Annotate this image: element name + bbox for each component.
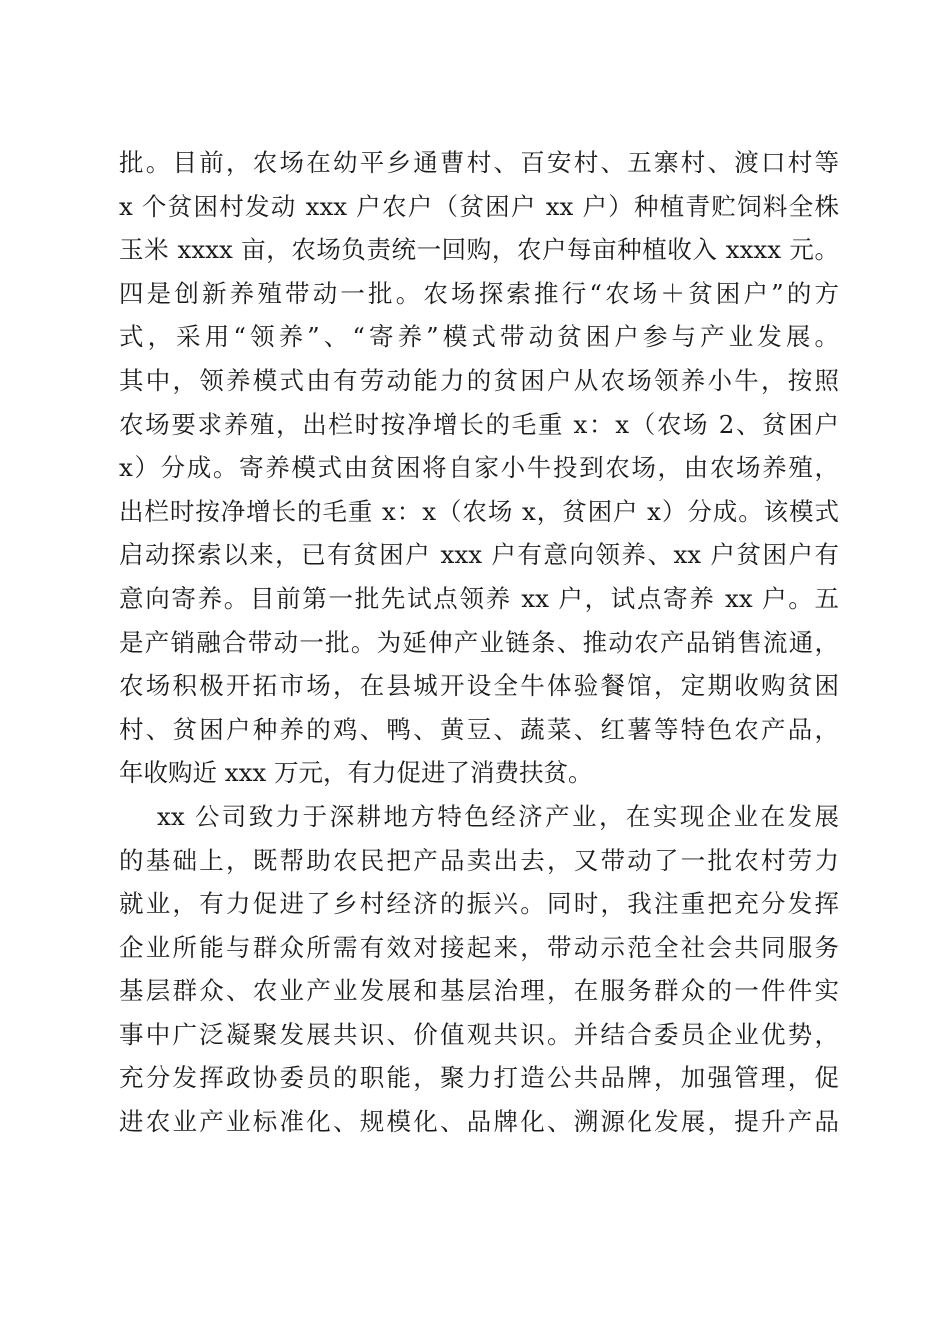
text-line: 的基础上，既帮助农民把产品卖出去，又带动了一批农村劳力: [119, 845, 839, 875]
document-body: [119, 141, 839, 1144]
text-line: 充分发挥政协委员的职能，聚力打造公共品牌，加强管理，促: [119, 1063, 839, 1093]
text-line: 基层群众、农业产业发展和基层治理，在服务群众的一件件实: [119, 976, 839, 1006]
text-line: 进农业产业标准化、规模化、品牌化、溯源化发展，提升产品: [119, 1107, 839, 1137]
text-line: 出栏时按净增长的毛重 x：x（农场 x，贫困户 x）分成。该模式: [119, 496, 839, 526]
text-line: 村、贫困户种养的鸡、鸭、黄豆、蔬菜、红薯等特色农产品，: [119, 714, 839, 744]
paragraph-1: [119, 141, 839, 795]
text-line: 启动探索以来，已有贫困户 xxx 户有意向领养、xx 户贫困户有: [119, 540, 839, 570]
text-line: 玉米 xxxx 亩，农场负责统一回购，农户每亩种植收入 xxxx 元。: [119, 235, 839, 265]
text-line: 年收购近 xxx 万元，有力促进了消费扶贫。: [119, 758, 593, 788]
text-line: 四是创新养殖带动一批。农场探索推行“农场＋贫困户”的方: [119, 278, 839, 308]
text-line: 批。目前，农场在幼平乡通曹村、百安村、五寨村、渡口村等: [119, 148, 839, 177]
text-line: 是产销融合带动一批。为延伸产业链条、推动农产品销售流通，: [119, 627, 839, 657]
text-line: 事中广泛凝聚发展共识、价值观共识。并结合委员企业优势，: [119, 1019, 839, 1049]
text-line: 企业所能与群众所需有效对接起来，带动示范全社会共同服务: [119, 932, 839, 962]
text-line: 意向寄养。目前第一批先试点领养 xx 户，试点寄养 xx 户。五: [119, 583, 839, 613]
text-line: 其中，领养模式由有劳动能力的贫困户从农场领养小牛，按照: [119, 365, 839, 395]
text-line: x）分成。寄养模式由贫困将自家小牛投到农场，由农场养殖，: [119, 453, 839, 483]
text-line: 就业，有力促进了乡村经济的振兴。同时，我注重把充分发挥: [119, 889, 839, 919]
paragraph-2: [119, 795, 839, 1144]
text-line: 农场积极开拓市场，在县城开设全牛体验餐馆，定期收购贫困: [119, 671, 839, 701]
text-line: x 个贫困村发动 xxx 户农户（贫困户 xx 户）种植青贮饲料全株: [119, 191, 839, 221]
text-line: xx 公司致力于深耕地方特色经济产业，在实现企业在发展: [157, 801, 839, 831]
text-line: 式，采用“领养”、“寄养”模式带动贫困户参与产业发展。: [119, 322, 839, 352]
text-line: 农场要求养殖，出栏时按净增长的毛重 x：x（农场 2、贫困户: [119, 409, 839, 439]
